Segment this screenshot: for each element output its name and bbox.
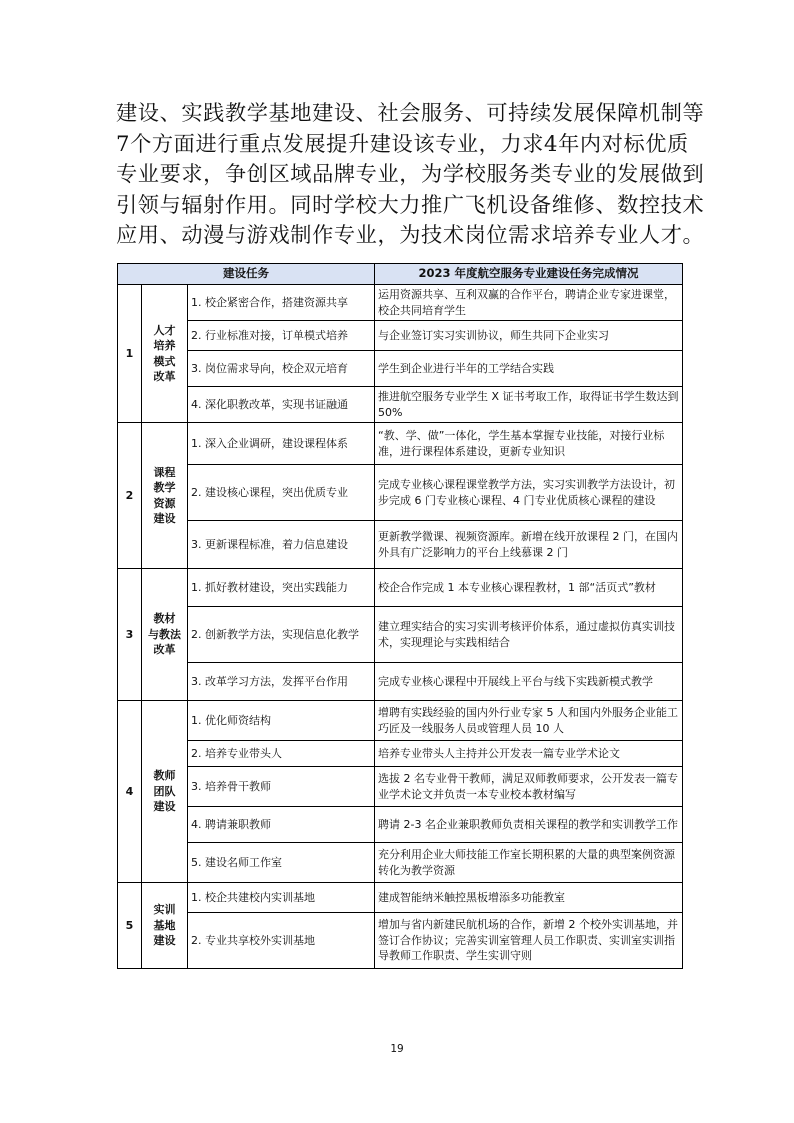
task-cell: 3. 改革学习方法，发挥平台作用 (188, 663, 375, 701)
paragraph-line: 7个方面进行重点发展提升建设该专业，力求4年内对标优质 (116, 130, 689, 156)
table-row (118, 569, 683, 607)
result-cell: 增加与省内新建民航机场的合作，新增 2 个校外实训基地，并签订合作协议；完善实训室管理人员工作职责、实训室实训指导教师工作职责、学生实训守则 (375, 913, 683, 969)
result-cell: 聘请 2-3 名企业兼职教师负责相关课程的教学和实训教学工作 (375, 807, 683, 843)
table-row (118, 285, 683, 321)
task-cell: 1. 深入企业调研，建设课程体系 (188, 423, 375, 465)
task-cell: 4. 深化职教改革，实现书证融通 (188, 387, 375, 423)
table-row (118, 807, 683, 843)
task-cell: 3. 更新课程标准，着力信息建设 (188, 521, 375, 569)
group-number: 2 (118, 423, 142, 569)
task-cell: 2. 行业标准对接，订单模式培养 (188, 321, 375, 351)
paragraph-line: 引领与辐射作用。同时学校大力推广飞机设备维修、数控技术 (116, 191, 705, 217)
category-line: 实训 (153, 903, 176, 917)
group-number: 1 (118, 285, 142, 423)
result-cell: 增聘有实践经验的国内外行业专家 5 人和国内外服务企业能工巧匠及一线服务人员或管理人员 10 人 (375, 701, 683, 741)
result-cell: 运用资源共享、互利双赢的合作平台，聘请企业专家进课堂，校企共同培育学生 (375, 285, 683, 321)
paragraph-line: 建设、实践教学基地建设、社会服务、可持续发展保障机制等 (116, 100, 705, 125)
category-line: 课程 (153, 465, 176, 479)
task-cell: 3. 培养骨干教师 (188, 767, 375, 807)
category-line: 改革 (153, 643, 176, 657)
task-cell: 4. 聘请兼职教师 (188, 807, 375, 843)
result-cell: 推进航空服务专业学生 X 证书考取工作，取得证书学生数达到 50% (375, 387, 683, 423)
task-cell: 5. 建设名师工作室 (188, 843, 375, 883)
result-cell: 培养专业带头人主持并公开发表一篇专业学术论文 (375, 741, 683, 767)
result-cell: 选拔 2 名专业骨干教师，满足双师教师要求，公开发表一篇专业学术论文并负责一本专业校本教材编写 (375, 767, 683, 807)
page-number: 19 (390, 1043, 404, 1055)
category-line: 建设 (153, 512, 176, 525)
result-cell: 与企业签订实习实训协议，师生共同下企业实习 (375, 321, 683, 351)
table-row (118, 351, 683, 387)
table-row (118, 387, 683, 423)
category-line: 人才 (153, 323, 176, 337)
category-line: 团队 (153, 784, 176, 798)
result-cell: 完成专业核心课程中开展线上平台与线下实践新模式教学 (375, 663, 683, 701)
task-cell: 1. 优化师资结构 (188, 701, 375, 741)
task-cell: 1. 校企紧密合作，搭建资源共享 (188, 285, 375, 321)
result-cell: 校企合作完成 1 本专业核心课程教材，1 部“活页式”教材 (375, 569, 683, 607)
table-row (118, 465, 683, 521)
result-cell: “教、学、做”一体化，学生基本掌握专业技能，对接行业标准，进行课程体系建设，更新专业知识 (375, 423, 683, 465)
table-row (118, 701, 683, 741)
task-cell: 3. 岗位需求导向，校企双元培育 (188, 351, 375, 387)
category-line: 建设 (153, 800, 176, 814)
table-row (118, 663, 683, 701)
group-category (142, 883, 188, 969)
category-line: 基地 (153, 918, 176, 932)
table-row (118, 321, 683, 351)
table-row (118, 423, 683, 465)
category-line: 建设 (153, 934, 176, 948)
category-line: 教材 (153, 612, 176, 626)
paragraph-line: 专业要求，争创区域品牌专业，为学校服务类专业的发展做到 (116, 161, 705, 187)
task-cell: 1. 校企共建校内实训基地 (188, 883, 375, 913)
group-number: 4 (118, 701, 142, 883)
task-cell: 2. 专业共享校外实训基地 (188, 913, 375, 969)
result-cell: 更新教学微课、视频资源库。新增在线开放课程 2 门，在国内外具有广泛影响力的平台上线慕课 2 门 (375, 521, 683, 569)
category-line: 改革 (153, 370, 176, 383)
result-cell: 建立理实结合的实习实训考核评价体系，通过虚拟仿真实训技术，实现理论与实践相结合 (375, 607, 683, 663)
group-category (142, 423, 188, 569)
task-cell: 2. 创新教学方法，实现信息化教学 (188, 607, 375, 663)
group-category (142, 285, 188, 423)
category-line: 模式 (153, 354, 176, 368)
table-row (118, 607, 683, 663)
group-number: 5 (118, 883, 142, 969)
group-category (142, 569, 188, 701)
table-header-row (118, 264, 683, 285)
table-row (118, 913, 683, 969)
result-cell: 学生到企业进行半年的工学结合实践 (375, 351, 683, 387)
task-cell: 1. 抓好教材建设，突出实践能力 (188, 569, 375, 607)
table-row (118, 741, 683, 767)
paragraph-line: 应用、动漫与游戏制作专业，为技术岗位需求培养专业人才。 (116, 222, 705, 248)
task-cell: 2. 建设核心课程，突出优质专业 (188, 465, 375, 521)
table-body (118, 285, 683, 969)
result-cell: 充分利用企业大师技能工作室长期积累的大量的典型案例资源转化为教学资源 (375, 843, 683, 883)
header-task: 建设任务 (118, 264, 375, 285)
table-row (118, 521, 683, 569)
table-row (118, 883, 683, 913)
category-line: 资源 (153, 496, 176, 510)
category-line: 教师 (153, 769, 176, 783)
body-paragraph (116, 98, 705, 251)
construction-task-table (117, 263, 683, 969)
category-line: 培养 (153, 339, 176, 352)
header-result: 2023 年度航空服务专业建设任务完成情况 (375, 264, 683, 285)
task-cell: 2. 培养专业带头人 (188, 741, 375, 767)
result-cell: 完成专业核心课程课堂教学方法，实习实训教学方法设计，初步完成 6 门专业核心课程、4 门专业优质核心课程的建设 (375, 465, 683, 521)
group-number: 3 (118, 569, 142, 701)
category-line: 与教法 (148, 627, 181, 641)
category-line: 教学 (153, 481, 176, 494)
table-row (118, 843, 683, 883)
group-category (142, 701, 188, 883)
table-row (118, 767, 683, 807)
result-cell: 建成智能纳米触控黑板增添多功能教室 (375, 883, 683, 913)
